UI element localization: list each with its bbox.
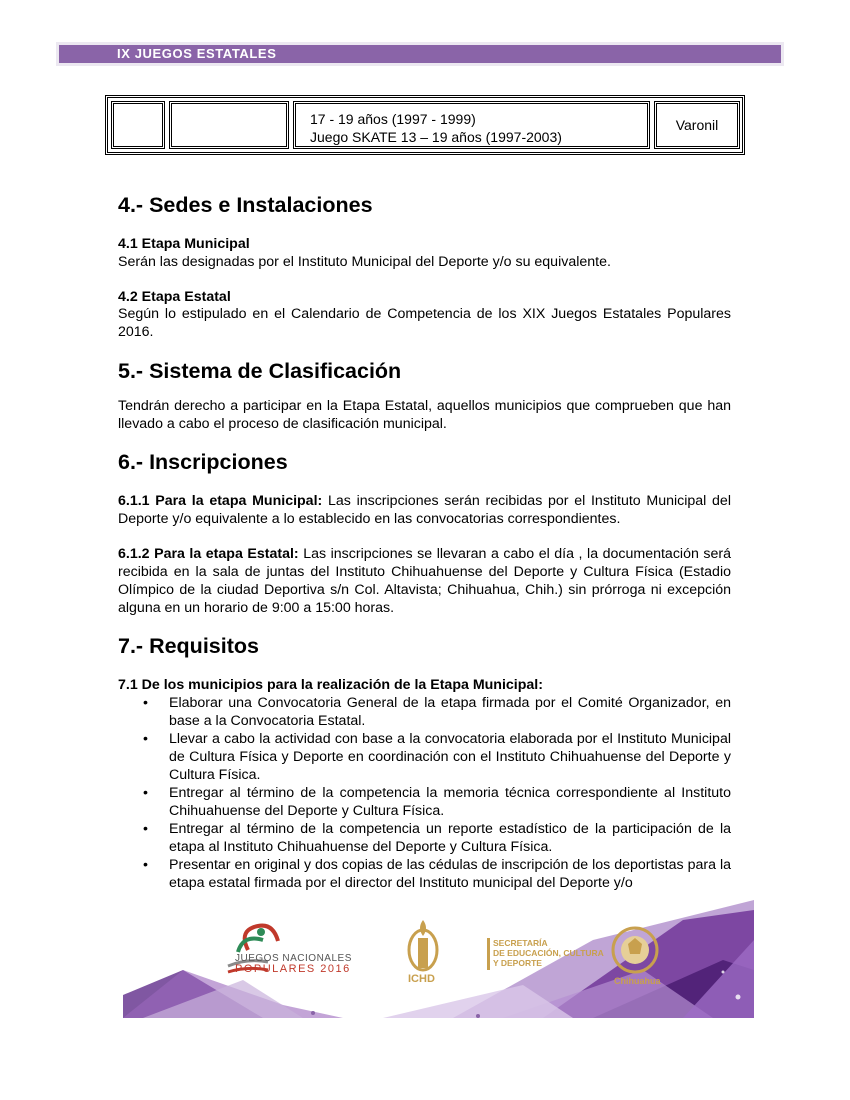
list-item-text: Presentar en original y dos copias de las cédulas de inscripción de los deportistas para la etapa estatal firmada por el director del Instituto municipal del Deporte y/o [169,857,731,891]
bullet-icon: • [143,731,148,747]
footer-banner [123,900,754,1018]
header-bar [59,45,781,63]
bullet-icon: • [143,821,148,837]
header-banner [56,42,784,66]
section611-text: Las inscripciones serán recibidas por el Instituto Municipal del Deporte y/o equivalente a lo establecido en las convocatorias correspondientes. [118,493,731,527]
section41-title: 4.1 Etapa Municipal [118,236,250,252]
category-table [105,95,745,155]
ichd-logo-text: ICHD [408,973,435,985]
bullet-icon: • [143,857,148,873]
chihuahua-logo-text: Chihuahua [614,976,661,986]
age-line-2: Juego SKATE 13 – 19 años (1997-2003) [310,129,562,145]
gender-value: Varonil [675,117,719,133]
table-cell-gender [654,101,740,149]
sec-logo-line3: Y DEPORTE [493,958,542,968]
section612-paragraph [118,545,731,617]
section71-title: 7.1 De los municipios para la realización de la Etapa Municipal: [118,677,543,693]
sec-logo-line2: DE EDUCACIÓN, CULTURA [493,948,604,958]
juegos-nacionales-line1: JUEGOS NACIONALES [235,953,352,964]
list-item-text: Llevar a cabo la actividad con base a la convocatoria elaborada por el Instituto Municipal de Cultura Física y Deporte en coordinación con el Instituto Chihuahuense del Deporte y Cultura Física. [169,731,731,783]
juegos-nacionales-line2: POPULARES 2016 [235,963,351,975]
section5-text: Tendrán derecho a participar en la Etapa Estatal, aquellos municipios que comprueben que han llevado a cabo el proceso de clasificación municipal. [118,398,731,432]
section42-text: Según lo estipulado en el Calendario de Competencia de los XIX Juegos Estatales Populares 2016. [118,306,731,340]
section6-heading: 6.- Inscripciones [118,450,288,474]
list-item-text: Entregar al término de la competencia un reporte estadístico de la participación de la etapa al Instituto Chihuahuense del Deporte y Cultura Física. [169,821,731,855]
list-item [118,730,731,784]
list-item [118,820,731,856]
age-line-1: 17 - 19 años (1997 - 1999) [310,111,476,127]
table-cell-empty-1 [111,101,165,149]
sec-logo-line1: SECRETARÍA [493,938,548,948]
ichd-torch-icon [409,920,437,970]
table-cell-empty-2 [169,101,289,149]
list-item [118,694,731,730]
list-item [118,784,731,820]
section7-heading: 7.- Requisitos [118,634,259,658]
section611-title: 6.1.1 Para la etapa Municipal: [118,493,323,509]
footer-decoration [123,900,754,1018]
section5-heading: 5.- Sistema de Clasificación [118,359,402,383]
list-item-text: Elaborar una Convocatoria General de la etapa firmada por el Comité Organizador, en base a la Convocatoria Estatal. [169,695,731,729]
list-item-text: Entregar al término de la competencia la memoria técnica correspondiente al Instituto Chihuahuense del Deporte y Cultura Física. [169,785,731,819]
requirements-list [118,694,731,892]
bullet-icon: • [143,785,148,801]
header-title: IX JUEGOS ESTATALES [117,46,277,61]
bullet-icon: • [143,695,148,711]
section612-text: Las inscripciones se llevaran a cabo el día , la documentación será recibida en la sala de juntas del Instituto Chihuahuense del Deporte y Cultura Física (Estadio Olímpico de la ciudad Deportiva s/n Col. Altavista; Chihuahua, Chih.) sin prórroga ni excepción alguna en un horario de 9:00 a 15:00 horas. [118,546,731,616]
section4-heading: 4.- Sedes e Instalaciones [118,193,373,217]
section611-paragraph [118,492,731,528]
section41-text: Serán las designadas por el Instituto Municipal del Deporte y/o su equivalente. [118,254,611,270]
section612-title: 6.1.2 Para la etapa Estatal: [118,546,299,562]
sec-bar [487,938,490,970]
section42-title: 4.2 Etapa Estatal [118,289,231,305]
list-item [118,856,731,892]
table-cell-ages [293,101,650,149]
